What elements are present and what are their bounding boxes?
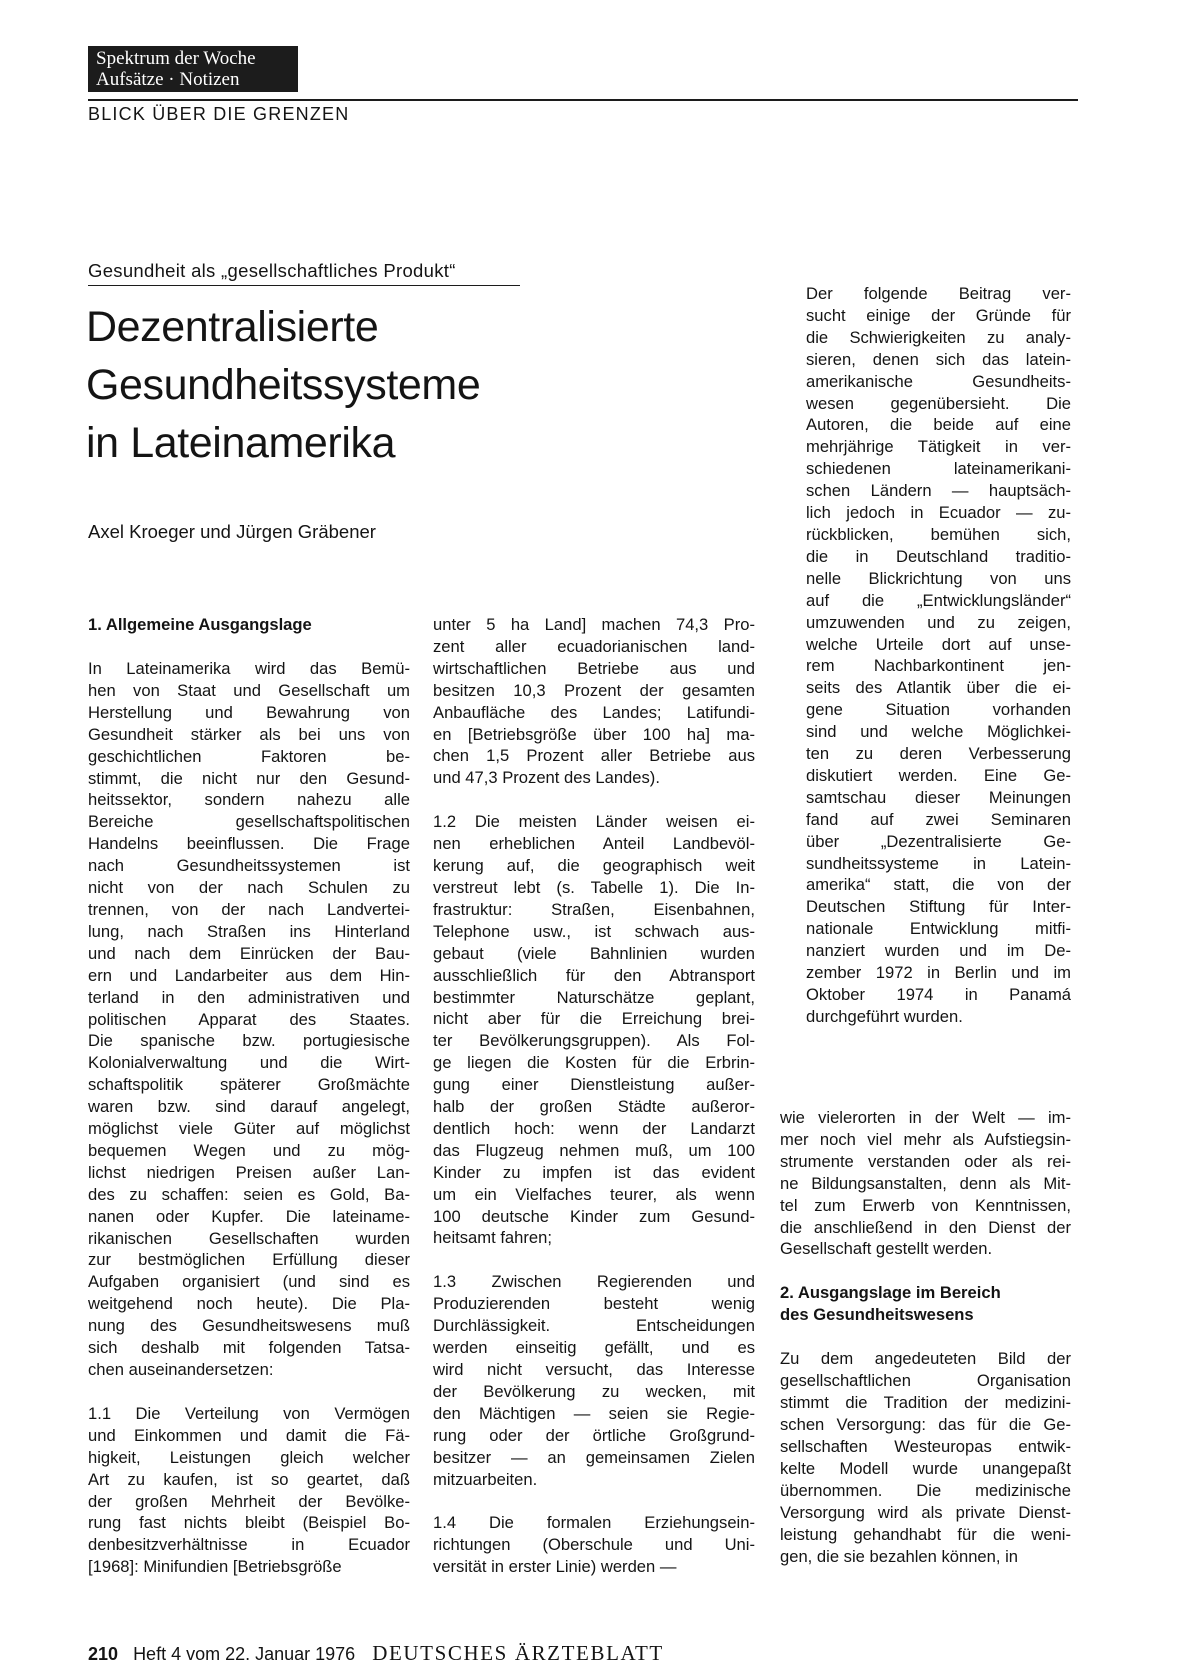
text-line: den Mächtigen — seien sie Regie- [433, 1403, 755, 1423]
text-line: hen von Staat und Gesellschaft um [88, 680, 410, 700]
text-line: kerung auf, die geographisch weit [433, 856, 755, 876]
text-line: diskutiert werden. Eine Ge- [806, 765, 1071, 785]
text-line: Zu dem angedeuteten Bild der [780, 1349, 1071, 1369]
text-line: schaftspolitik späterer Großmächte [88, 1075, 410, 1095]
text-line: rung fast nichts bleibt (Beispiel Bo- [88, 1513, 410, 1533]
text-line: Anbaufläche des Landes; Latifundi- [433, 702, 755, 722]
paragraph-gap [780, 1326, 1071, 1348]
text-line: richtungen (Oberschule und Uni- [433, 1535, 755, 1555]
text-line: nach Gesundheitssystemen ist [88, 856, 410, 876]
text-line: schen Versorgung: das für die Ge- [780, 1415, 1071, 1435]
text-line: unter 5 ha Land] machen 74,3 Pro- [433, 615, 755, 634]
rubric-badge [88, 46, 298, 92]
text-line: der großen Mehrheit der Bevölke- [88, 1491, 410, 1511]
text-line: die anschließend in den Dienst der [780, 1217, 1071, 1237]
text-line: Produzierenden besteht wenig [433, 1294, 755, 1314]
text-line: 1.3 Zwischen Regierenden und [433, 1272, 755, 1292]
text-line: stimmt, die nicht nur den Gesund- [88, 768, 410, 788]
text-line: ge liegen die Kosten für die Erbrin- [433, 1053, 755, 1073]
text-line: lichst niedrigen Preisen außer Lan- [88, 1162, 410, 1182]
text-line: auf die „Entwicklungsländer“ [806, 590, 1071, 610]
text-line: die Schwierigkeiten zu analy- [806, 327, 1071, 347]
text-line: des zu schaffen: seien es Gold, Ba- [88, 1184, 410, 1204]
text-line: sieren, denen sich das latein- [806, 349, 1071, 369]
text-line: die in Deutschland traditio- [806, 546, 1071, 566]
text-line: terland in den administrativen und [88, 987, 410, 1007]
text-line: halb der großen Städte außeror- [433, 1097, 755, 1117]
page-footer [88, 1641, 664, 1666]
paragraph-gap [433, 1490, 755, 1512]
text-line: über „Dezentralisierte Ge- [806, 831, 1071, 851]
text-line: mer noch viel mehr als Aufstiegsin- [780, 1129, 1071, 1149]
text-line: seits des Atlantik über die ei- [806, 678, 1071, 698]
text-line: sind und welche Möglichkei- [806, 722, 1071, 742]
text-line: kelte Modell wurde unangepaßt [780, 1458, 1071, 1478]
text-line: sundheitssysteme in Latein- [806, 853, 1071, 873]
section-label: BLICK ÜBER DIE GRENZEN [88, 104, 350, 124]
text-line: waren bzw. sind darauf angelegt, [88, 1097, 410, 1117]
text-line: nationale Entwicklung mitfi- [806, 919, 1071, 939]
rubric-badge-line2: Aufsätze · Notizen [96, 69, 240, 90]
text-line: wesen gegenübersieht. Die [806, 393, 1071, 413]
text-line: dentlich hoch: wenn der Landarzt [433, 1118, 755, 1138]
text-line: Herstellung und Bewahrung von [88, 702, 410, 722]
text-line: Die spanische bzw. portugiesische [88, 1031, 410, 1051]
text-line: nelle Blickrichtung von uns [806, 568, 1071, 588]
page-number: 210 [88, 1644, 119, 1664]
text-line: und 47,3 Prozent des Landes). [433, 768, 660, 788]
text-line: weitgehend noch heute). Die Pla- [88, 1294, 410, 1314]
rubric-badge-line1: Spektrum der Woche [96, 48, 256, 69]
text-line: rückblicken, bemühen sich, [806, 524, 1071, 544]
text-line: Gesellschaft gestellt werden. [780, 1239, 993, 1259]
text-line: bestimmter Naturschätze geplant, [433, 987, 755, 1007]
text-line: Durchlässigkeit. Entscheidungen [433, 1316, 755, 1336]
section-heading [780, 1282, 1071, 1326]
text-line: 1.1 Die Verteilung von Vermögen [88, 1403, 410, 1423]
text-line: leistung gehandhabt für die weni- [780, 1524, 1071, 1544]
text-line: besitzer — an gemeinsamen Zielen [433, 1447, 755, 1467]
text-line: nanziert wurden und im De- [806, 941, 1071, 961]
text-line: Versorgung wird als private Dienst- [780, 1502, 1071, 1522]
text-line: gen, die sie bezahlen können, in [780, 1546, 1019, 1566]
text-line: und nach dem Einrücken der Bau- [88, 943, 410, 963]
text-line: bequemen Wegen und zu mög- [88, 1140, 410, 1160]
text-line: Oktober 1974 in Panamá [806, 985, 1071, 1004]
text-line: heitssektor, sondern nahezu alle [88, 790, 410, 810]
overline-rule [88, 285, 520, 286]
text-line: higkeit, Leistungen gleich welcher [88, 1447, 410, 1467]
journal-name: DEUTSCHES ÄRZTEBLATT [372, 1641, 664, 1665]
text-line: 2. Ausgangslage im Bereich [780, 1283, 1001, 1303]
text-line: gebaut (viele Bahnlinien wurden [433, 943, 755, 963]
text-line: zember 1972 in Berlin und im [806, 963, 1071, 983]
text-line: übernommen. Die medizinische [780, 1480, 1071, 1500]
text-line: Deutschen Stiftung für Inter- [806, 897, 1071, 917]
text-line: verstreut lebt (s. Tabelle 1). Die In- [433, 877, 755, 897]
body-paragraph [780, 1107, 1071, 1260]
text-line: wird nicht versucht, das Interesse [433, 1360, 755, 1379]
body-paragraph [433, 614, 755, 789]
text-line: Kinder zu impfen ist das evident [433, 1162, 755, 1182]
text-line: Art zu kaufen, ist so geartet, daß [88, 1469, 410, 1489]
body-paragraph [433, 1512, 755, 1578]
body-paragraph [780, 1348, 1071, 1567]
text-line: umzuwenden und zu zeigen, [806, 612, 1071, 632]
text-line: Aufgaben organisiert (und sind es [88, 1272, 410, 1292]
text-line: amerikanische Gesundheits- [806, 371, 1071, 391]
text-line: trennen, von der nach Landvertei- [88, 899, 410, 919]
intro-column-right [806, 283, 1071, 1028]
text-line: politischen Apparat des Staates. [88, 1009, 410, 1029]
paragraph-gap [88, 1381, 410, 1403]
paragraph-gap [780, 1260, 1071, 1282]
text-line: Der folgende Beitrag ver- [806, 284, 1071, 303]
text-line: wie vielerorten in der Welt — im- [780, 1108, 1071, 1127]
text-line: 1.2 Die meisten Länder weisen ei- [433, 812, 755, 832]
text-line: tel zum Erwerb von Kenntnissen, [780, 1195, 1071, 1215]
text-line: und Einkommen und damit die Fä- [88, 1425, 410, 1445]
text-line: gesellschaftlichen Organisation [780, 1371, 1071, 1391]
text-line: werden einseitig gefällt, und es [433, 1338, 755, 1358]
text-line: strumente verstanden oder als rei- [780, 1151, 1071, 1171]
text-line: chen 1,5 Prozent aller Betriebe aus [433, 746, 755, 766]
text-line: rikanischen Gesellschaften wurden [88, 1228, 410, 1248]
text-line: Kolonialverwaltung und die Wirt- [88, 1053, 410, 1073]
text-line: nung des Gesundheitswesens muß [88, 1316, 410, 1336]
paragraph-gap [88, 636, 410, 658]
text-line: Handelns beeinflussen. Die Frage [88, 834, 410, 854]
text-line: ne Bildungsanstalten, denn als Mit- [780, 1173, 1071, 1193]
text-line: welche Urteile dort auf unse- [806, 634, 1071, 654]
text-line: mehrjährige Tätigkeit in ver- [806, 437, 1071, 457]
title-line: in Lateinamerika [86, 419, 396, 467]
body-paragraph [433, 811, 755, 1249]
text-line: [1968]: Minifundien [Betriebsgröße [88, 1557, 342, 1577]
text-line: Telephone usw., ist schwach aus- [433, 921, 755, 941]
text-line: denbesitzverhältnisse in Ecuador [88, 1535, 410, 1555]
text-line: Gesundheit stärker als bei uns von [88, 724, 410, 744]
text-line: heitsamt fahren; [433, 1228, 552, 1248]
paragraph-gap [433, 789, 755, 811]
text-line: lung, nach Straßen ins Hinterland [88, 921, 410, 941]
text-line: ern und Landarbeiter aus dem Hin- [88, 965, 410, 985]
text-line: um ein Vielfaches teurer, als wenn [433, 1184, 755, 1204]
text-line: der Bevölkerung zu wecken, mit [433, 1381, 755, 1401]
text-line: versität in erster Linie) werden — [433, 1557, 677, 1577]
text-line: des Gesundheitswesens [780, 1305, 974, 1325]
text-line: durchgeführt wurden. [806, 1006, 963, 1026]
text-line: lich jedoch in Ecuador — zu- [806, 503, 1071, 523]
text-line: 100 deutsche Kinder zum Gesund- [433, 1206, 755, 1226]
text-line: nanen oder Kupfer. Die lateiname- [88, 1206, 410, 1226]
text-line: frastruktur: Straßen, Eisenbahnen, [433, 899, 755, 919]
issue-info: Heft 4 vom 22. Januar 1976 [133, 1644, 356, 1664]
text-line: nen erheblichen Anteil Landbevöl- [433, 834, 755, 854]
body-column-right [780, 1107, 1071, 1567]
text-line: gene Situation vorhanden [806, 700, 1071, 720]
text-line: fand auf zwei Seminaren [806, 809, 1071, 829]
article-authors: Axel Kroeger und Jürgen Gräbener [88, 521, 376, 542]
text-line: 1. Allgemeine Ausgangslage [88, 615, 312, 634]
text-line: rung oder der örtliche Großgrund- [433, 1425, 755, 1445]
text-line: nicht aber für die Erreichung brei- [433, 1009, 755, 1029]
text-line: stimmt die Tradition der medizini- [780, 1393, 1071, 1413]
text-line: schen Ländern — hauptsäch- [806, 481, 1071, 501]
body-paragraph [806, 283, 1071, 1028]
text-line: geschichtlichen Faktoren be- [88, 746, 410, 766]
text-line: sellschaften Westeuropas entwik- [780, 1436, 1071, 1456]
text-line: ausschließlich für den Abtransport [433, 965, 755, 985]
section-heading [88, 614, 410, 636]
text-line: In Lateinamerika wird das Bemü- [88, 659, 410, 678]
text-line: sich deshalb mit folgenden Tatsa- [88, 1338, 410, 1358]
body-paragraph [88, 1403, 410, 1578]
text-line: rem Nachbarkontinent jen- [806, 656, 1071, 676]
text-line: Bereiche gesellschaftspolitischen [88, 812, 410, 832]
text-line: mitzuarbeiten. [433, 1469, 538, 1489]
text-line: ten zu deren Verbesserung [806, 744, 1071, 764]
body-column-left [88, 614, 410, 1578]
text-line: nicht von der nach Schulen zu [88, 878, 410, 898]
text-line: ter Bevölkerungsgruppen). Als Fol- [433, 1031, 755, 1051]
text-line: chen auseinandersetzen: [88, 1360, 274, 1379]
text-line: möglichst viele Güter auf möglichst [88, 1119, 410, 1139]
body-paragraph [433, 1271, 755, 1490]
paragraph-gap [433, 1249, 755, 1271]
article-title [86, 298, 606, 472]
title-line: Gesundheitssysteme [86, 361, 481, 409]
text-line: sucht einige der Gründe für [806, 305, 1071, 325]
title-line: Dezentralisierte [86, 303, 379, 351]
body-paragraph [88, 658, 410, 1381]
text-line: wirtschaftlichen Betriebe aus und [433, 658, 755, 678]
text-line: en [Betriebsgröße über 100 ha] ma- [433, 724, 755, 744]
text-line: besitzen 10,3 Prozent der gesamten [433, 680, 755, 700]
text-line: amerika“ statt, die von der [806, 875, 1071, 895]
text-line: das Flugzeug nehmen muß, um 100 [433, 1140, 755, 1160]
text-line: zur bestmöglichen Erfüllung dieser [88, 1250, 410, 1270]
text-line: samtschau dieser Meinungen [806, 787, 1071, 807]
text-line: schiedenen lateinamerikani- [806, 459, 1071, 479]
text-line: zent aller ecuadorianischen land- [433, 636, 755, 656]
text-line: Autoren, die beide auf eine [806, 415, 1071, 435]
body-column-middle [433, 614, 755, 1578]
text-line: gung einer Dienstleistung außer- [433, 1075, 755, 1095]
header-rule [88, 99, 1078, 101]
article-overline: Gesundheit als „gesellschaftliches Produkt“ [88, 260, 456, 281]
text-line: 1.4 Die formalen Erziehungsein- [433, 1513, 755, 1533]
